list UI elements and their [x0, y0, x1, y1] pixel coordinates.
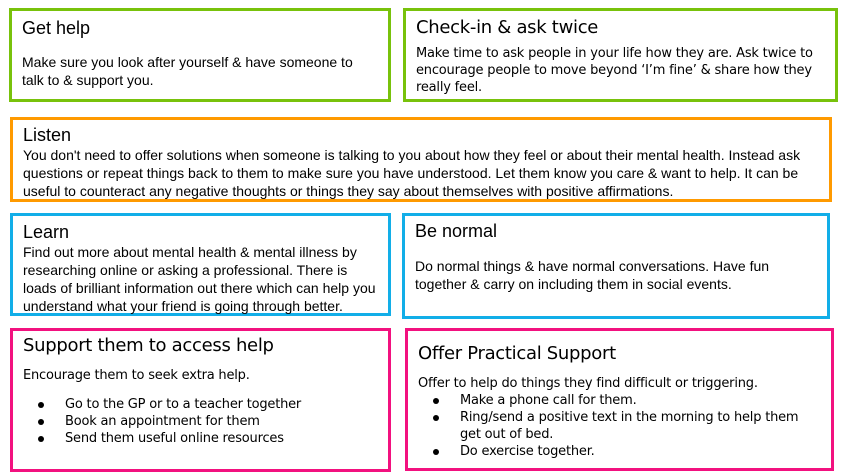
list-item: Go to the GP or to a teacher together [23, 396, 378, 413]
card-title: Offer Practical Support [418, 343, 616, 364]
bullet-icon [433, 415, 439, 421]
list-item: Book an appointment for them [23, 413, 378, 430]
list-item: Send them useful online resources [23, 430, 378, 447]
card-support-access-help [10, 328, 391, 472]
bullet-icon [433, 449, 439, 455]
card-text: You don't need to offer solutions when someone is talking to you about how they feel or about their mental health. Instead ask questions or repeat things back to them to make sure you have understood. Let them know you care & want to help. It can be useful to counteract any negative thoughts or things they say about themselves with positive affirmations. [23, 147, 801, 199]
card-text: Make sure you look after yourself & have someone to talk to & support you. [22, 54, 353, 88]
list-item: Ring/send a positive text in the morning to help them get out of bed. [418, 409, 821, 443]
card-title: Learn [23, 222, 70, 242]
card-title: Be normal [415, 221, 498, 241]
bullet-list [23, 396, 378, 447]
card-text: Do normal things & have normal conversations. Have fun together & carry on including them in social events. [415, 258, 770, 292]
card-listen [10, 117, 832, 202]
bullet-icon [38, 419, 44, 425]
card-title: Listen [23, 125, 72, 145]
card-text: Encourage them to seek extra help. [23, 368, 250, 383]
card-title: Check-in & ask twice [416, 17, 599, 38]
bullet-icon [433, 398, 439, 404]
card-get-help [9, 8, 391, 102]
card-offer-practical-support [405, 328, 834, 471]
bullet-list [418, 392, 821, 460]
list-item: Make a phone call for them. [418, 392, 821, 409]
card-check-in-ask-twice [403, 8, 838, 102]
card-title: Get help [22, 18, 91, 38]
card-text: Make time to ask people in your life how they are. Ask twice to encourage people to move beyond ‘I’m fine’ & share how they really feel. [416, 46, 813, 95]
card-learn [10, 213, 391, 316]
bullet-icon [38, 402, 44, 408]
bullet-icon [38, 436, 44, 442]
card-title: Support them to access help [23, 335, 274, 356]
list-item: Do exercise together. [418, 443, 821, 460]
card-text: Find out more about mental health & mental illness by researching online or asking a professional. There is loads of brilliant information out there which can help you understand what your friend is going through better. [23, 244, 376, 314]
card-be-normal [402, 213, 830, 319]
card-text: Offer to help do things they find difficult or triggering. [418, 376, 758, 391]
